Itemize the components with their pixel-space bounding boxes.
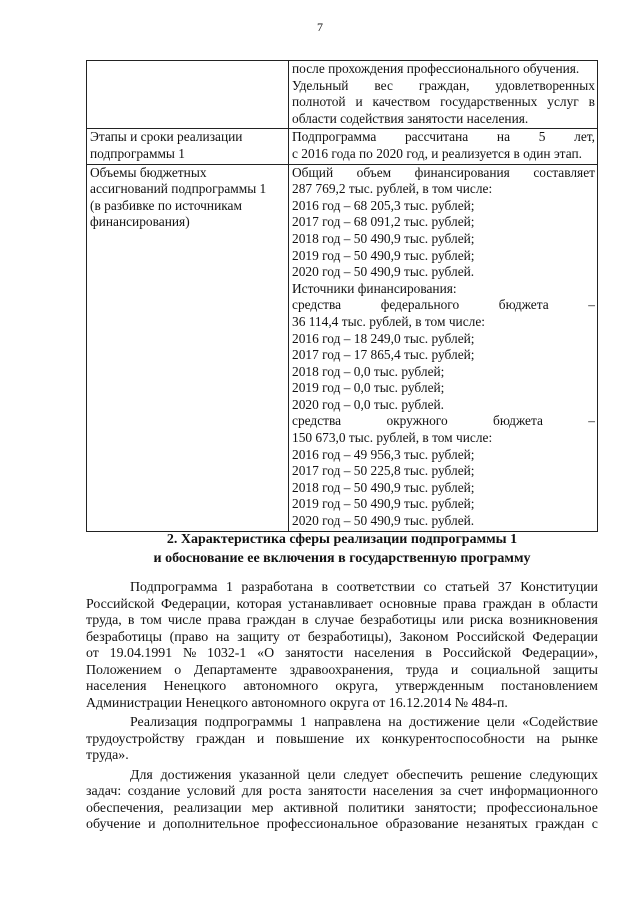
federal-amount: 36 114,4 тыс. рублей, в том числе: [292, 313, 486, 329]
body-text [86, 580, 598, 834]
budget-year-line: 2018 год – 50 490,9 тыс. рублей; [292, 230, 475, 246]
table-line: Подпрограмма рассчитана на 5 лет, [292, 129, 595, 145]
table-line: полнотой и качеством государственных услуг в [292, 94, 595, 110]
paragraph-line: Реализация подпрограммы 1 направлена на достижение цели «Содействие [130, 715, 598, 730]
budget-year-line: 2019 год – 50 490,9 тыс. рублей; [292, 247, 475, 263]
section-title [86, 530, 598, 568]
federal-year-line: 2016 год – 18 249,0 тыс. рублей; [292, 330, 475, 346]
district-year-line: 2020 год – 50 490,9 тыс. рублей. [292, 513, 475, 529]
budget-year-line: 2017 год – 68 091,2 тыс. рублей; [292, 214, 475, 230]
district-year-line: 2016 год – 49 956,3 тыс. рублей; [292, 446, 475, 462]
paragraph-line: трудоустройству граждан и повышение их конкурентоспособности на рынке [86, 731, 598, 747]
label-line: Объемы бюджетных [90, 164, 207, 180]
paragraph-line: Российской Федерации, которая устанавливает основные права граждан в области [86, 596, 598, 612]
budget-year-line: 2016 год – 68 205,3 тыс. рублей; [292, 197, 475, 213]
section-title-line: и обоснование ее включения в государственную программу [153, 551, 531, 566]
paragraph-line: обучение и дополнительное профессиональное образование незанятых граждан с [86, 817, 598, 832]
federal-year-line: 2020 год – 0,0 тыс. рублей. [292, 396, 445, 412]
district-amount: 150 673,0 тыс. рублей, в том числе: [292, 430, 493, 446]
table-row-continuation [87, 61, 598, 129]
label-line: подпрограммы 1 [90, 145, 185, 161]
paragraph-line: от 19.04.1991 № 1032-1 «О занятости населения в Российской Федерации», [86, 646, 598, 661]
paragraph-line: Администрации Ненецкого автономного округа от 16.12.2014 № 484-п. [86, 695, 508, 711]
label-line: ассигнований подпрограммы 1 [90, 181, 267, 197]
paragraph-line: труда, в том числе права граждан в случае безработицы или риска возникновения [86, 613, 598, 628]
budget-total-amount: 287 769,2 тыс. рублей, в том числе: [292, 181, 493, 197]
table-cell-budget-value [289, 164, 598, 531]
table-line: области содействия занятости населения. [292, 110, 529, 126]
district-year-line: 2018 год – 50 490,9 тыс. рублей; [292, 479, 475, 495]
federal-year-line: 2019 год – 0,0 тыс. рублей; [292, 380, 445, 396]
label-line: финансирования) [90, 214, 190, 230]
label-line: Этапы и сроки реализации [90, 129, 243, 145]
table-cell-stages-value [289, 129, 598, 164]
paragraph-3 [86, 768, 598, 834]
section-title-line: 2. Характеристика сферы реализации подпрограммы 1 [166, 532, 518, 547]
table-line: Удельный вес граждан, удовлетворенных [292, 77, 595, 93]
sources-header: Источники финансирования: [292, 280, 457, 296]
federal-year-line: 2017 год – 17 865,4 тыс. рублей; [292, 347, 475, 363]
district-year-line: 2017 год – 50 225,8 тыс. рублей; [292, 463, 475, 479]
paragraph-line: труда». [86, 748, 129, 763]
paragraph-line: Подпрограмма 1 разработана в соответствии со статьей 37 Конституции [130, 580, 598, 595]
district-year-line: 2019 год – 50 490,9 тыс. рублей; [292, 496, 475, 512]
table-line: после прохождения профессионального обучения. [292, 61, 580, 76]
federal-year-line: 2018 год – 0,0 тыс. рублей; [292, 363, 445, 379]
table-row-stages [87, 129, 598, 164]
federal-intro: средства федерального бюджета – [292, 297, 595, 313]
table-cell-stages-label [87, 129, 289, 164]
page-number: 7 [317, 20, 323, 34]
table-cell-empty [87, 61, 289, 129]
paragraph-line: Положением о Департаменте здравоохранения, труда и социальной защиты [86, 662, 598, 678]
paragraph-2 [86, 715, 598, 765]
program-passport-table [86, 60, 598, 532]
district-intro: средства окружного бюджета – [292, 413, 595, 429]
paragraph-line: Для достижения указанной цели следует обеспечить решение следующих [130, 767, 598, 783]
paragraph-line: безработицы (право на защиту от безработицы), Законом Российской Федерации [86, 629, 598, 645]
table-cell-budget-label [87, 164, 289, 531]
paragraph-line: задач: создание условий для роста занятости населения за счет информационного [86, 784, 598, 799]
label-line: (в разбивке по источникам [90, 197, 242, 213]
table-row-budget [87, 164, 598, 531]
budget-total-intro: Общий объем финансирования составляет [292, 164, 595, 180]
paragraph-line: обеспечения, реализации мер активной политики занятости; профессиональное [86, 800, 598, 816]
table-cell-continuation [289, 61, 598, 129]
paragraph-line: населения Ненецкого автономного округа, утвержденным постановлением [86, 679, 598, 694]
budget-year-line: 2020 год – 50 490,9 тыс. рублей. [292, 264, 475, 280]
table-line: с 2016 года по 2020 год, и реализуется в один этап. [292, 145, 582, 161]
paragraph-1 [86, 580, 598, 712]
